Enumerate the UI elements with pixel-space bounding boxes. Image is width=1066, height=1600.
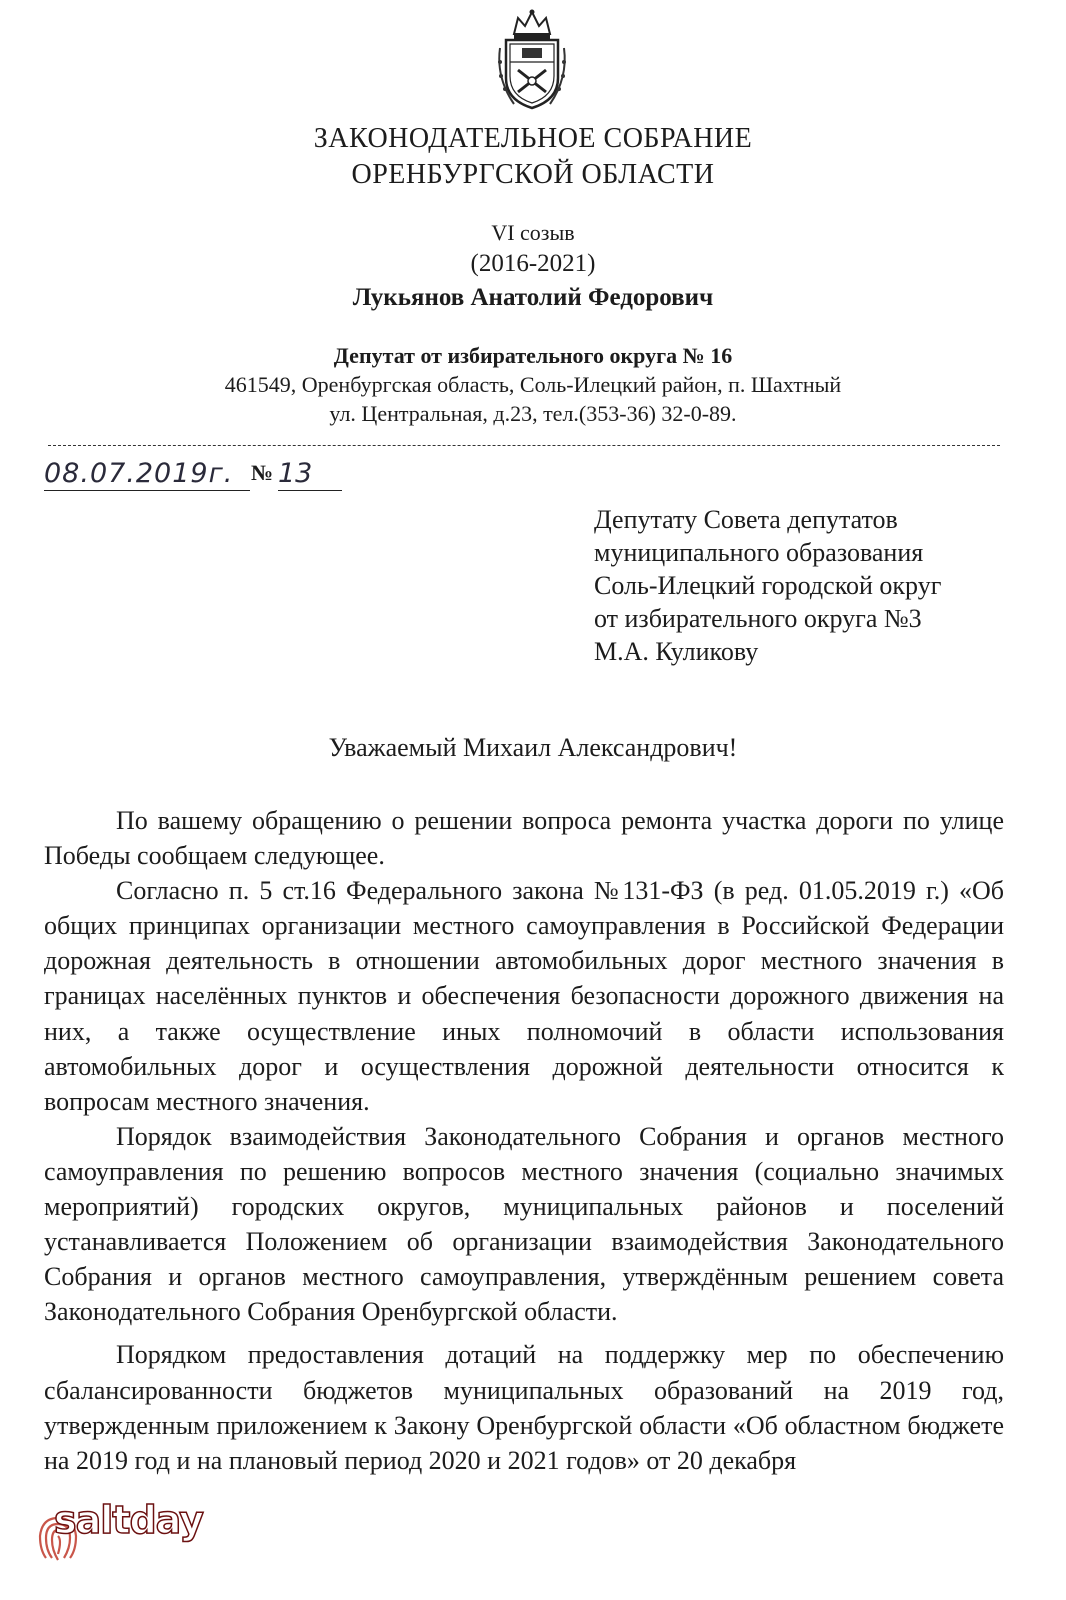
- deputy-title: Депутат от избирательного округа № 16: [333, 343, 733, 368]
- addressee-line: муниципального образования: [594, 538, 924, 567]
- body-paragraph: По вашему обращению о решении вопроса ремонта участка дороги по улице Победы сообщаем следующее.: [44, 806, 1004, 871]
- registration-number-label: №: [251, 460, 274, 485]
- addressee-line: Соль-Илецкий городской округ: [594, 571, 942, 600]
- registration-date: 08.07.2019г.: [44, 456, 250, 491]
- org-name-line1: ЗАКОНОДАТЕЛЬНОЕ СОБРАНИЕ: [313, 123, 753, 154]
- deputy-name: Лукьянов Анатолий Федорович: [352, 284, 714, 311]
- convocation-years: (2016-2021): [470, 250, 596, 277]
- watermark-text: saltday: [54, 1498, 203, 1542]
- watermark: [30, 1498, 230, 1570]
- addressee-line: Депутату Совета депутатов: [594, 505, 898, 534]
- letter-body: [44, 803, 1004, 1478]
- greeting: Уважаемый Михаил Александрович!: [328, 733, 738, 762]
- registration-number: 13: [278, 456, 342, 491]
- body-paragraph: Порядок взаимодействия Законодательного Собрания и органов местного самоуправления по решению вопросов местного значения (социально значимых мероприятий) городских округов, муниципальных районов и поселений устанавливается Положением об организации взаимодействия Законодательного Собрания и органов местного самоуправления, утверждённым решением совета Законодательного Собрания Оренбургской области.: [44, 1121, 1004, 1327]
- letterhead-divider: [48, 445, 1000, 446]
- body-paragraph: Согласно п. 5 ст.16 Федерального закона №131-ФЗ (в ред. 01.05.2019 г.) «Об общих принципах организации местного самоуправления в Российской Федерации дорожная деятельность в отношении автомобильных дорог местного значения в границах населённых пунктов и обеспечения безопасности дорожного движения на них, а также осуществление иных полномочий в области использования автомобильных дорог и осуществления дорожной деятельности относится к вопросам местного значения.: [44, 876, 1004, 1116]
- address-line1: 461549, Оренбургская область, Соль-Илецкий район, п. Шахтный: [224, 372, 842, 397]
- addressee-line: М.А. Куликову: [594, 637, 759, 666]
- coat-of-arms-icon: [492, 8, 572, 112]
- org-name-line2: ОРЕНБУРГСКОЙ ОБЛАСТИ: [351, 159, 715, 190]
- body-paragraph: Порядком предоставления дотаций на поддержку мер по обеспечению сбалансированности бюджетов муниципальных образований на 2019 год, утвержденным приложением к Закону Оренбургской области «Об областном бюджете на 2019 год и на плановый период 2020 и 2021 годов» от 20 декабря: [44, 1340, 1004, 1475]
- convocation: VI созыв: [491, 220, 575, 245]
- addressee-block: [594, 503, 941, 668]
- addressee-line: от избирательного округа №3: [594, 604, 922, 633]
- address-line2: ул. Центральная, д.23, тел.(353-36) 32-0-89.: [329, 401, 737, 426]
